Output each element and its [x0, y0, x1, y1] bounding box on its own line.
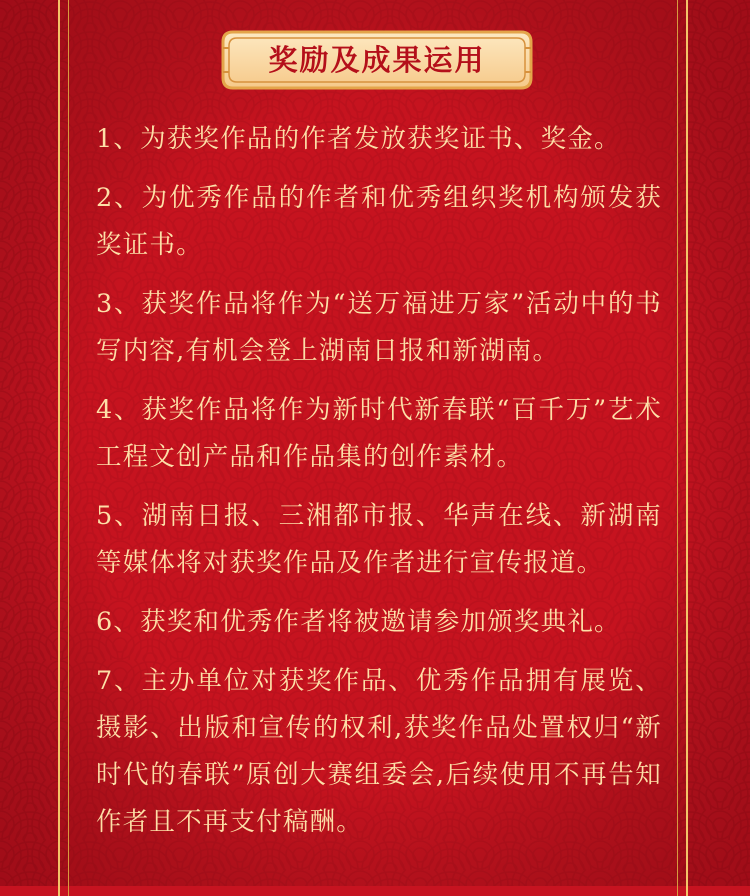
- rewards-list: [96, 116, 662, 858]
- list-item: 1、为获奖作品的作者发放获奖证书、奖金。: [96, 124, 621, 154]
- list-item: 2、为优秀作品的作者和优秀组织奖机构颁发获奖证书。: [96, 183, 662, 260]
- list-item: 6、获奖和优秀作者将被邀请参加颁奖典礼。: [96, 607, 621, 637]
- list-item: 5、湖南日报、三湘都市报、华声在线、新湖南等媒体将对获奖作品及作者进行宣传报道。: [96, 501, 662, 578]
- title-plaque: [219, 28, 535, 92]
- section-title: 奖励及成果运用: [268, 43, 486, 77]
- list-item: 3、获奖作品将作为“送万福进万家”活动中的书写内容,有机会登上湖南日报和新湖南。: [96, 289, 662, 366]
- list-item: 4、获奖作品将作为新时代新春联“百千万”艺术工程文创产品和作品集的创作素材。: [96, 395, 662, 472]
- list-item: 7、主办单位对获奖作品、优秀作品拥有展览、摄影、出版和宣传的权利,获奖作品处置权归“新时代的春联”原创大赛组委会,后续使用不再告知作者且不再支付稿酬。: [96, 666, 662, 837]
